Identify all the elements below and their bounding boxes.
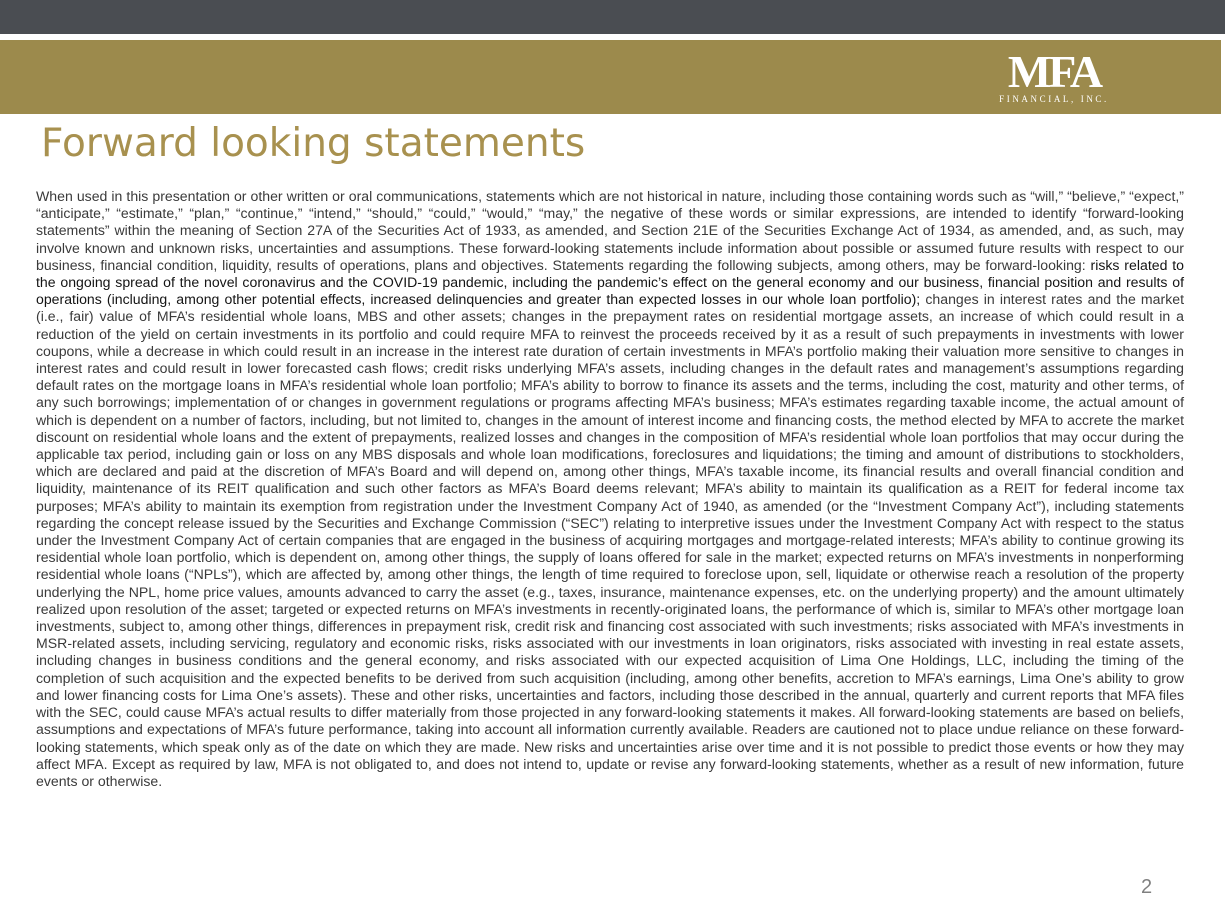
page-number: 2 bbox=[1141, 876, 1153, 898]
page-title: Forward looking statements bbox=[41, 121, 586, 166]
logo-mark: MFA bbox=[1007, 46, 1101, 97]
disclaimer-paragraph bbox=[36, 188, 1184, 790]
logo-subtitle: FINANCIAL, INC. bbox=[999, 94, 1109, 104]
body-text-part-1: When used in this presentation or other written or oral communications, statements which are not historical in nature, including those containing words such as “will,” “believe,” “expect,” “anticipate,” “estimate,” “plan,” “continue,” “intend,” “should,” “could,” “would,” “may,” the negative of these words or similar expressions, are intended to identify “forward-looking statements” within the meaning of Section 27A of the Securities Act of 1933, as amended, and Section 21E of the Securities Exchange Act of 1934, as amended, and, as such, may involve known and unknown risks, uncertainties and assumptions. These forward-looking statements include information about possible or assumed future results with respect to our business, financial condition, liquidity, results of operations, plans and objectives. Statements regarding the following subjects, among others, may be forward-looking: bbox=[36, 188, 1184, 273]
mfa-logo bbox=[993, 46, 1115, 105]
top-dark-band bbox=[0, 0, 1225, 34]
body-text-covid-emphasis: risks related to the ongoing spread of the novel coronavirus and the COVID-19 pandemic, including the pandemic’s effect on the general economy and our business, financial position and results of operations (including, among other potential effects, increased delinquencies and greater than expected losses in our whole loan portfolio); bbox=[36, 256, 1184, 308]
body-text-part-2: changes in interest rates and the market (i.e., fair) value of MFA’s residential whole loans, MBS and other assets; changes in the prepayment rates on residential mortgage assets, an increase of which could result in a reduction of the yield on certain investments in its portfolio and could require MFA to reinvest the proceeds received by it as a result of such prepayments in investments with lower coupons, while a decrease in which could result in an increase in the interest rate duration of certain investments in MFA’s portfolio making their valuation more sensitive to changes in interest rates and could result in lower forecasted cash flows; credit risks underlying MFA’s assets, including changes in the default rates and management’s assumptions regarding default rates on the mortgage loans in MFA’s residential whole loan portfolio; MFA’s ability to borrow to finance its assets and the terms, including the cost, maturity and other terms, of any such borrowings; implementation of or changes in government regulations or programs affecting MFA’s business; MFA’s estimates regarding taxable income, the actual amount of which is dependent on a number of factors, including, but not limited to, changes in the amount of interest income and financing costs, the method elected by MFA to accrete the market discount on residential whole loans and the extent of prepayments, realized losses and changes in the composition of MFA’s residential whole loan portfolios that may occur during the applicable tax period, including gain or loss on any MBS disposals and whole loan modifications, foreclosures and liquidations; the timing and amount of distributions to stockholders, which are declared and paid at the discretion of MFA’s Board and will depend on, among other things, MFA’s taxable income, its financial results and overall financial condition and liquidity, maintenance of its REIT qualification and such other factors as MFA’s Board deems relevant; MFA’s ability to maintain its qualification as a REIT for federal income tax purposes; MFA’s ability to maintain its exemption from registration under the Investment Company Act of 1940, as amended (or the “Investment Company Act”), including statements regarding the concept release issued by the Securities and Exchange Commission (“SEC”) relating to interpretive issues under the Investment Company Act with respect to the status under the Investment Company Act of certain companies that are engaged in the business of acquiring mortgages and mortgage-related interests; MFA’s ability to continue growing its residential whole loan portfolio, which is dependent on, among other things, the supply of loans offered for sale in the market; expected returns on MFA’s investments in nonperforming residential whole loans (“NPLs”), which are affected by, among other things, the length of time required to foreclose upon, sell, liquidate or otherwise reach a resolution of the property underlying the NPL, home price values, amounts advanced to carry the asset (e.g., taxes, insurance, maintenance expenses, etc. on the underlying property) and the amount ultimately realized upon resolution of the asset; targeted or expected returns on MFA’s investments in recently-originated loans, the performance of which is, similar to MFA’s other mortgage loan investments, subject to, among other things, differences in prepayment risk, credit risk and financing cost associated with such investments; risks associated with MFA’s investments in MSR-related assets, including servicing, regulatory and economic risks, risks associated with our investments in loan originators, risks associated with investing in real estate assets, including changes in business conditions and the general economy, and risks associated with our expected acquisition of Lima One Holdings, LLC, including the timing of the completion of such acquisition and the expected benefits to be derived from such acquisition (including, among other benefits, accretion to MFA’s earnings, Lima One’s ability to grow and lower financing costs for Lima One’s assets). These and other risks, uncertainties and factors, including those described in the annual, quarterly and current reports that MFA files with the SEC, could cause MFA’s actual results to differ materially from those projected in any forward-looking statements it makes. All forward-looking statements are based on beliefs, assumptions and expectations of MFA’s future performance, taking into account all information currently available. Readers are cautioned not to place undue reliance on these forward-looking statements, which speak only as of the date on which they are made. New risks and uncertainties arise over time and it is not possible to predict those events or how they may affect MFA. Except as required by law, MFA is not obligated to, and does not intend to, update or revise any forward-looking statements, whether as a result of new information, future events or otherwise. bbox=[36, 291, 1184, 789]
